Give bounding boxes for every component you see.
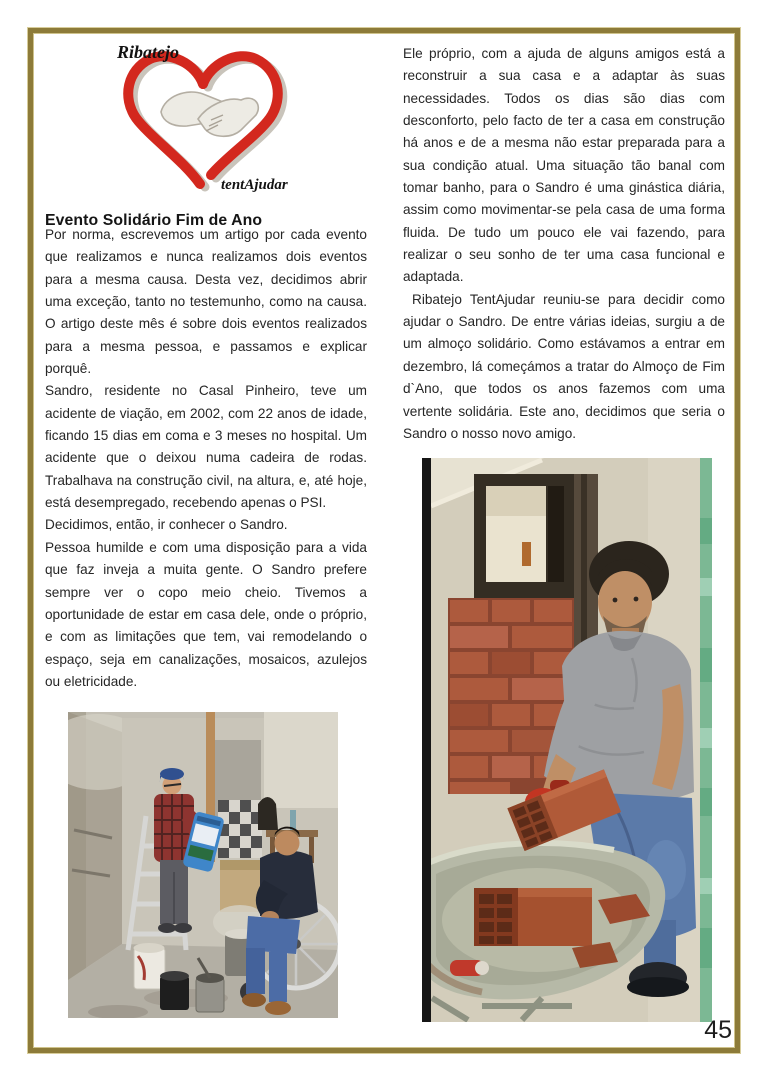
heart-hands-logo-icon — [103, 36, 303, 198]
tentajudar-logo — [103, 36, 303, 198]
article-title: Evento Solidário Fim de Ano — [45, 211, 263, 229]
paragraph-right-1: Ele próprio, com a ajuda de alguns amigos está a reconstruir a sua casa e a adaptar às suas necessidades. Todos os dias são dias com desconforto, pelo facto de ter a casa em construção há anos e de a mesma não estar preparada para a sua condição atual. Uma situação tão banal com tomar banho, para o Sandro é uma ginástica diária, assim como movimentar-se pela casa de uma forma fluida. De tudo um pouco ele vai fazendo, para realizar o seu sonho de ter uma casa funcional e adaptada. — [403, 46, 725, 285]
clasped-hands-icon — [161, 92, 258, 136]
paragraph-left-3: Decidimos, então, ir conhecer o Sandro. — [45, 517, 288, 533]
logo-text-ribatejo: Ribatejo — [117, 42, 179, 62]
paragraph-right-2: Ribatejo TentAjudar reuniu-se para decidir como ajudar o Sandro. De entre várias ideias, surgiu a de um almoço solidário. Como estávamos a entrar em dezembro, lá começámos a tratar do Almoço de Fim d`Ano, que todos os anos fazemos com uma vertente solidária. Este ano, decidimos que seria o Sandro o nosso novo amigo. — [403, 291, 725, 441]
left-column — [45, 224, 367, 693]
barrow-brick — [474, 888, 592, 946]
paragraph-left-4: Pessoa humilde e com uma disposição para a vida que faz inveja a muita gente. O Sandro prefere sempre ver o copo meio cheio. Tivemos a oportunidade de estar em casa dele, onde o próprio, e com as limitações que tem, vai remodelando o espaço, seja em canalizações, mosaicos, azulejos ou eletricidade. — [45, 539, 367, 689]
page-number: 45 — [704, 1016, 732, 1044]
paragraph-left-1: Por norma, escrevemos um artigo por cada evento que realizamos e nunca realizamos dois eventos para a mesma causa. Desta vez, decidimos abrir uma exceção, tanto no testemunho, como na causa. O artigo deste mês é sobre dois eventos realizados para a mesma pessoa, e passamos e explicar porquê. — [45, 227, 367, 377]
photo-left-illustration — [68, 712, 338, 1018]
photo-left-construction — [68, 712, 338, 1018]
tile-samples — [218, 800, 262, 858]
paragraph-left-2: Sandro, residente no Casal Pinheiro, teve um acidente de viação, em 2002, com 22 anos de idade, ficando 15 dias em coma e 3 meses no hospital. Um acidente que o deixou numa cadeira de rodas. Trabalhava na construção civil, na altura, e, até hoje, está desempregado, recebendo apenas o PSI. — [45, 383, 367, 511]
logo-text-tentajudar: tentAjudar — [221, 177, 288, 193]
photo-right-illustration — [422, 458, 712, 1022]
photo-right-bricks — [422, 458, 712, 1022]
bottle — [450, 960, 489, 976]
right-column — [403, 43, 725, 445]
doorway — [474, 474, 578, 604]
